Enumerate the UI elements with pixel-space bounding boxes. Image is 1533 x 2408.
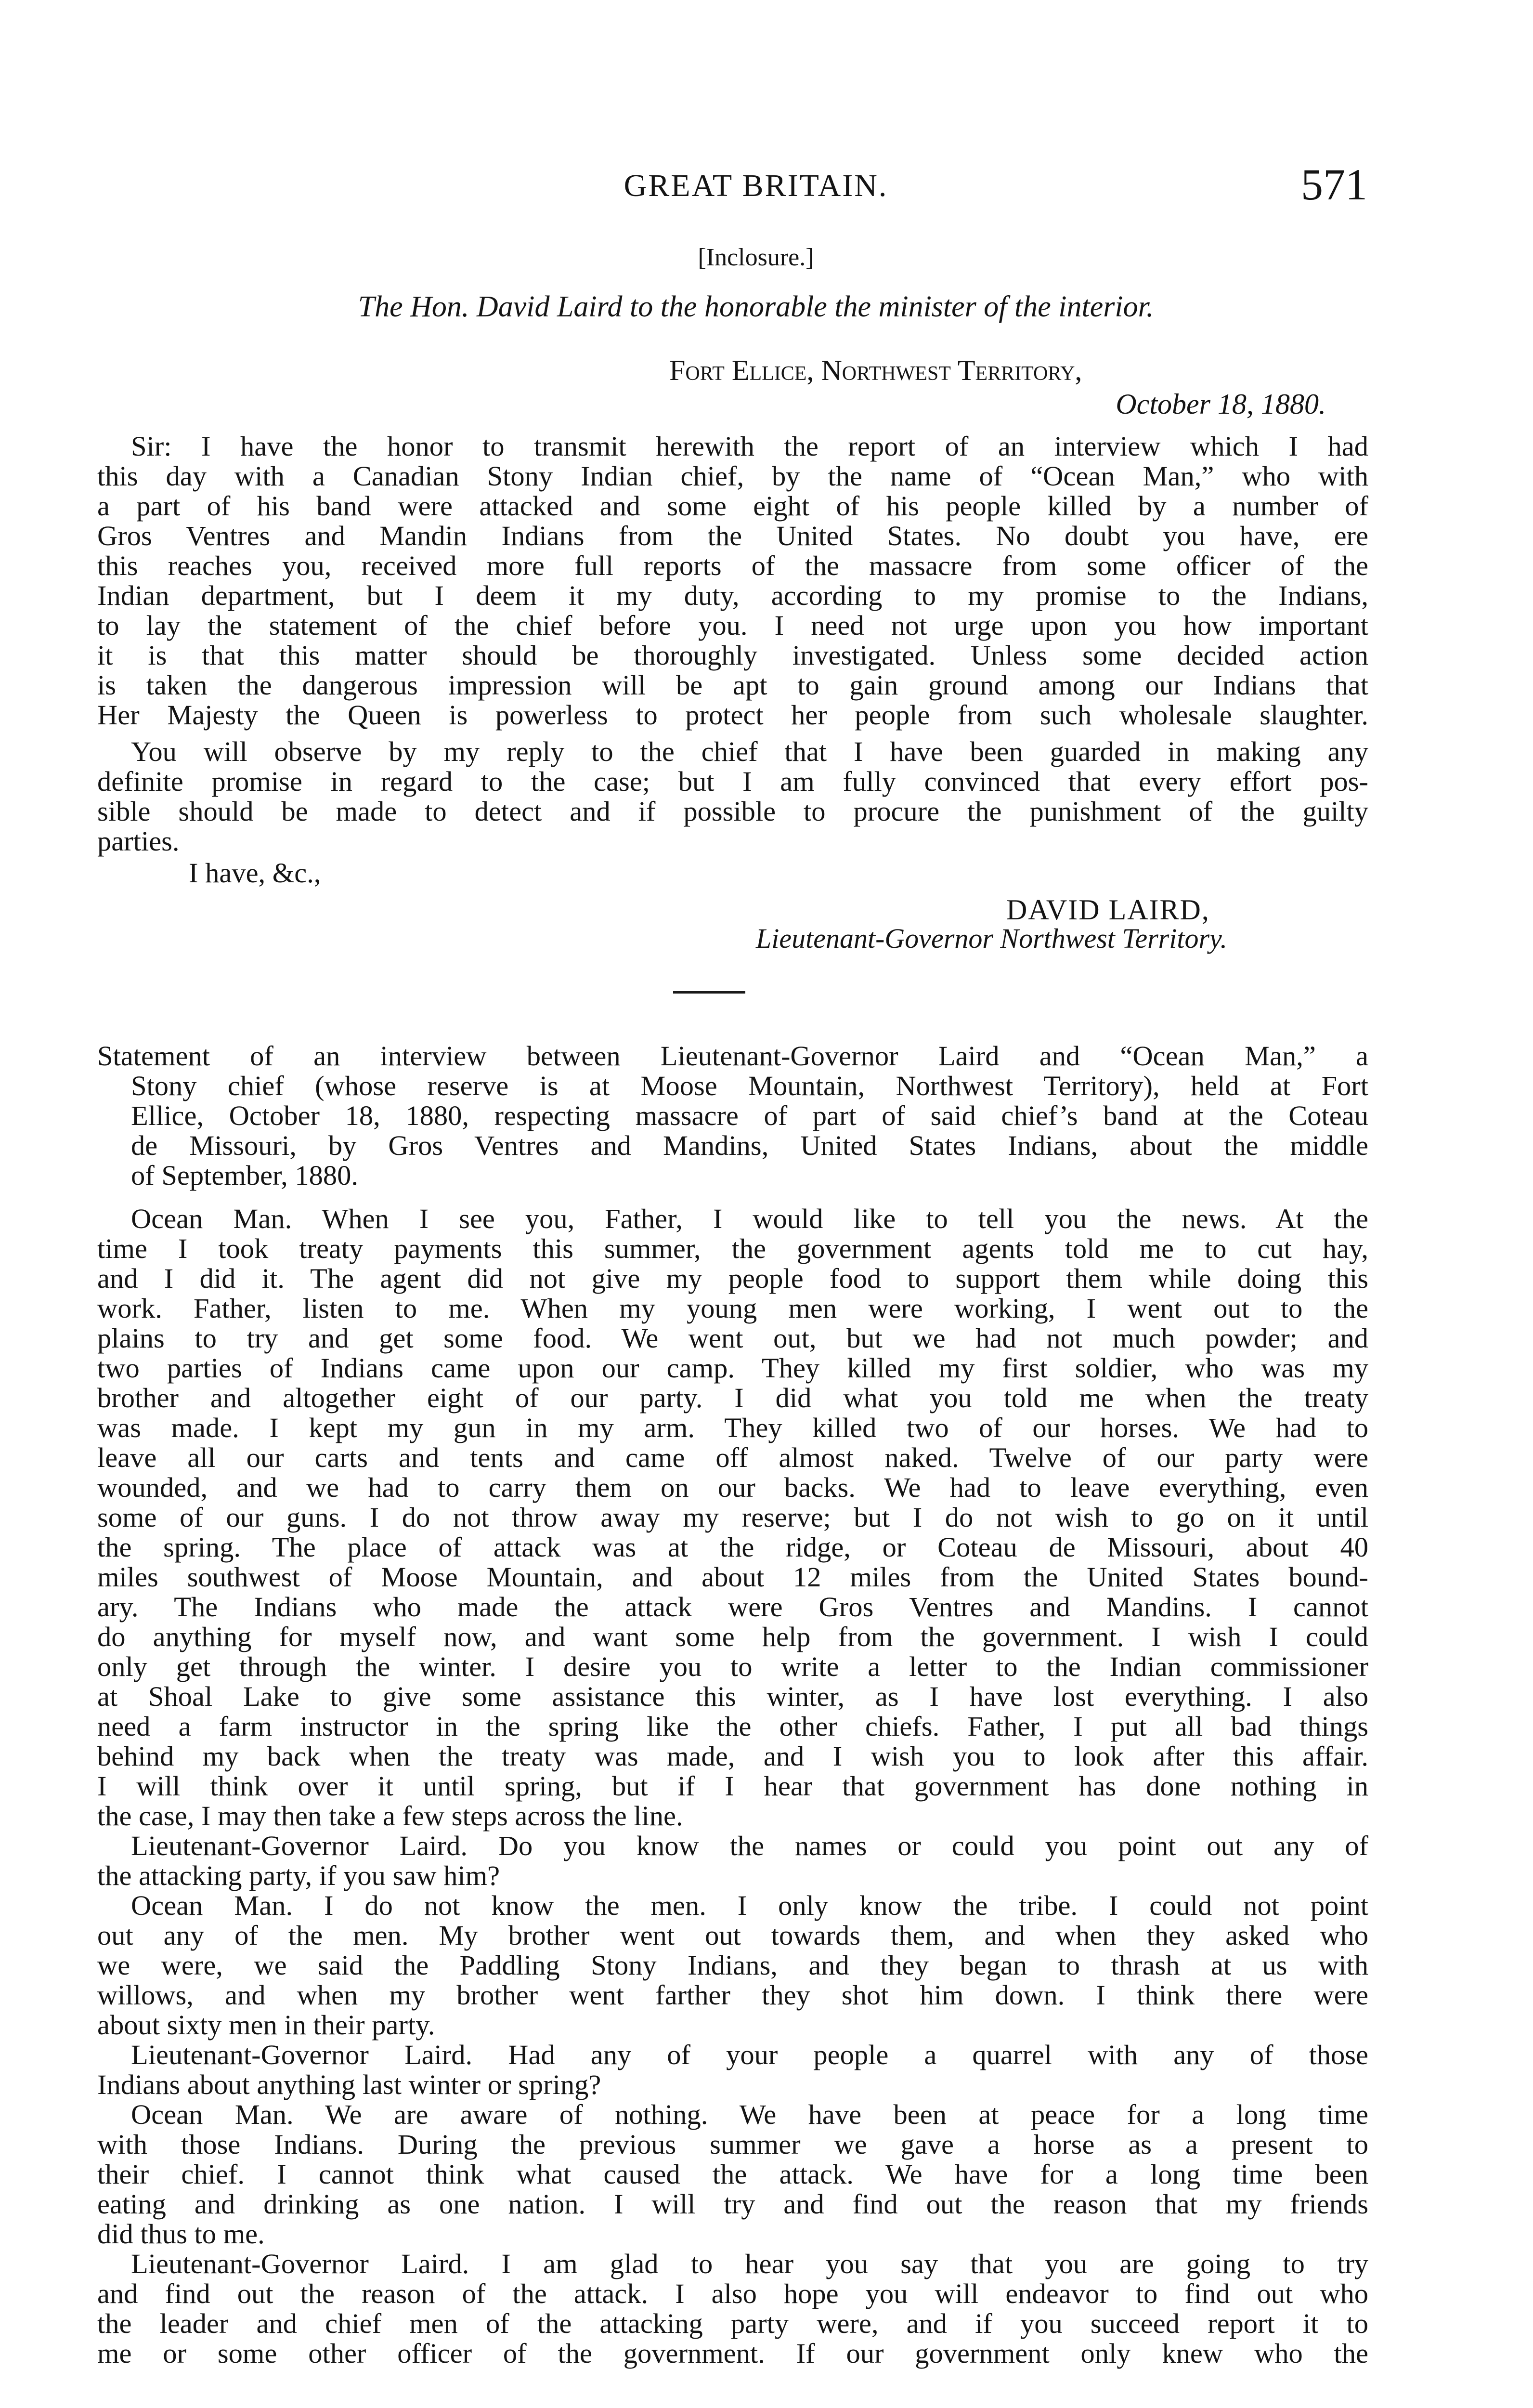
- statement-line: was made. I kept my gun in my arm. They killed two of our horses. We had to: [97, 1412, 1368, 1443]
- letter-closing: I have, &c.,: [189, 857, 321, 889]
- statement-line: only get through the winter. I desire you to write a letter to the Indian commissioner: [97, 1651, 1368, 1682]
- statement-line: Indians about anything last winter or spring?: [97, 2069, 601, 2100]
- statement-line: their chief. I cannot think what caused the attack. We have for a long time been: [97, 2159, 1368, 2190]
- letter-line: it is that this matter should be thoroughly investigated. Unless some decided action: [97, 640, 1368, 671]
- letter-line: You will observe by my reply to the chief that I have been guarded in making any: [131, 736, 1368, 767]
- statement-line: and I did it. The agent did not give my people food to support them while doing this: [97, 1263, 1368, 1294]
- statement-line: plains to try and get some food. We went out, but we had not much powder; and: [97, 1322, 1368, 1354]
- statement-line: me or some other officer of the government. If our government only knew who the: [97, 2338, 1368, 2369]
- statement-line: the attacking party, if you saw him?: [97, 1860, 500, 1891]
- statement-line: Lieutenant-Governor Laird. Do you know the names or could you point out any of: [131, 1830, 1368, 1861]
- statement-line: about sixty men in their party.: [97, 2009, 435, 2041]
- letter-line: this reaches you, received more full reports of the massacre from some officer of the: [97, 550, 1368, 581]
- letter-line: a part of his band were attacked and some eight of his people killed by a number of: [97, 490, 1368, 522]
- letter-line: is taken the dangerous impression will be apt to gain ground among our Indians that: [97, 669, 1368, 701]
- statement-line: work. Father, listen to me. When my young men were working, I went out to the: [97, 1293, 1368, 1324]
- statement-heading-line: of September, 1880.: [131, 1160, 359, 1191]
- statement-line: with those Indians. During the previous summer we gave a horse as a present to: [97, 2129, 1368, 2160]
- statement-line: willows, and when my brother went farther they shot him down. I think there were: [97, 1979, 1368, 2011]
- enclosure-label: [Inclosure.]: [698, 244, 814, 271]
- running-header: [144, 159, 1367, 212]
- running-title: GREAT BRITAIN.: [624, 168, 888, 203]
- letter-line: Her Majesty the Queen is powerless to protect her people from such wholesale slaughter.: [97, 699, 1368, 731]
- page-number: 571: [1301, 160, 1367, 209]
- statement-line: did thus to me.: [97, 2218, 265, 2250]
- statement-line: leave all our carts and tents and came off almost naked. Twelve of our party were: [97, 1442, 1368, 1473]
- section-divider: [673, 991, 745, 994]
- letter-line: parties.: [97, 825, 180, 857]
- letter-line: Indian department, but I deem it my duty, according to my promise to the Indians,: [97, 580, 1368, 611]
- statement-line: brother and altogether eight of our party. I did what you told me when the treaty: [97, 1382, 1368, 1413]
- letter-line: definite promise in regard to the case; but I am fully convinced that every effort pos-: [97, 766, 1368, 797]
- statement-line: I will think over it until spring, but if I hear that government has done nothing in: [97, 1770, 1368, 1802]
- statement-line: behind my back when the treaty was made, and I wish you to look after this affair.: [97, 1741, 1368, 1772]
- statement-line: and find out the reason of the attack. I also hope you will endeavor to find out who: [97, 2278, 1368, 2309]
- signature-title: Lieutenant-Governor Northwest Territory.: [756, 923, 1228, 954]
- statement-line: ary. The Indians who made the attack were Gros Ventres and Mandins. I cannot: [97, 1591, 1368, 1623]
- statement-line: wounded, and we had to carry them on our backs. We had to leave everything, even: [97, 1472, 1368, 1503]
- statement-heading-line: Statement of an interview between Lieutenant-Governor Laird and “Ocean Man,” a: [97, 1040, 1368, 1072]
- letter-line: to lay the statement of the chief before you. I need not urge upon you how important: [97, 610, 1368, 641]
- letter-line: Gros Ventres and Mandin Indians from the United States. No doubt you have, ere: [97, 520, 1368, 551]
- statement-line: the leader and chief men of the attacking party were, and if you succeed report it to: [97, 2308, 1368, 2339]
- signature-name: DAVID LAIRD,: [1006, 894, 1210, 926]
- statement-line: at Shoal Lake to give some assistance this winter, as I have lost everything. I also: [97, 1681, 1368, 1712]
- statement-line: the spring. The place of attack was at the ridge, or Coteau de Missouri, about 40: [97, 1531, 1368, 1563]
- statement-heading-line: Stony chief (whose reserve is at Moose Mountain, Northwest Territory), held at Fort: [131, 1070, 1368, 1101]
- statement-line: we were, we said the Paddling Stony Indians, and they began to thrash at us with: [97, 1950, 1368, 1981]
- statement-line: two parties of Indians came upon our camp. They killed my first soldier, who was my: [97, 1352, 1368, 1384]
- letter-line: Sir: I have the honor to transmit herewith the report of an interview which I had: [131, 431, 1368, 462]
- statement-line: do anything for myself now, and want some help from the government. I wish I could: [97, 1621, 1368, 1652]
- statement-line: time I took treaty payments this summer, the government agents told me to cut hay,: [97, 1233, 1368, 1264]
- statement-heading-line: de Missouri, by Gros Ventres and Mandins, United States Indians, about the middle: [131, 1130, 1368, 1161]
- letter-line: sible should be made to detect and if possible to procure the punishment of the guilty: [97, 796, 1368, 827]
- statement-line: miles southwest of Moose Mountain, and about 12 miles from the United States bound-: [97, 1561, 1368, 1593]
- statement-line: some of our guns. I do not throw away my reserve; but I do not wish to go on it until: [97, 1502, 1368, 1533]
- letter-line: this day with a Canadian Stony Indian chief, by the name of “Ocean Man,” who with: [97, 460, 1368, 492]
- letter-date: October 18, 1880.: [1116, 388, 1326, 420]
- statement-line: Lieutenant-Governor Laird. Had any of your people a quarrel with any of those: [131, 2039, 1368, 2070]
- statement-line: Ocean Man. I do not know the men. I only know the tribe. I could not point: [131, 1890, 1368, 1921]
- statement-line: need a farm instructor in the spring like the other chiefs. Father, I put all bad things: [97, 1711, 1368, 1742]
- statement-line: the case, I may then take a few steps across the line.: [97, 1800, 683, 1832]
- statement-line: out any of the men. My brother went out towards them, and when they asked who: [97, 1920, 1368, 1951]
- statement-heading-line: Ellice, October 18, 1880, respecting massacre of part of said chief’s band at the Coteau: [131, 1100, 1368, 1131]
- letter-place: Fort Ellice, Northwest Territory,: [669, 354, 1082, 386]
- statement-line: Ocean Man. When I see you, Father, I would like to tell you the news. At the: [131, 1203, 1368, 1234]
- statement-line: eating and drinking as one nation. I will try and find out the reason that my friends: [97, 2188, 1368, 2220]
- letter-subtitle: The Hon. David Laird to the honorable the minister of the interior.: [358, 290, 1154, 323]
- statement-line: Ocean Man. We are aware of nothing. We have been at peace for a long time: [131, 2099, 1368, 2130]
- statement-line: Lieutenant-Governor Laird. I am glad to hear you say that you are going to try: [131, 2248, 1368, 2279]
